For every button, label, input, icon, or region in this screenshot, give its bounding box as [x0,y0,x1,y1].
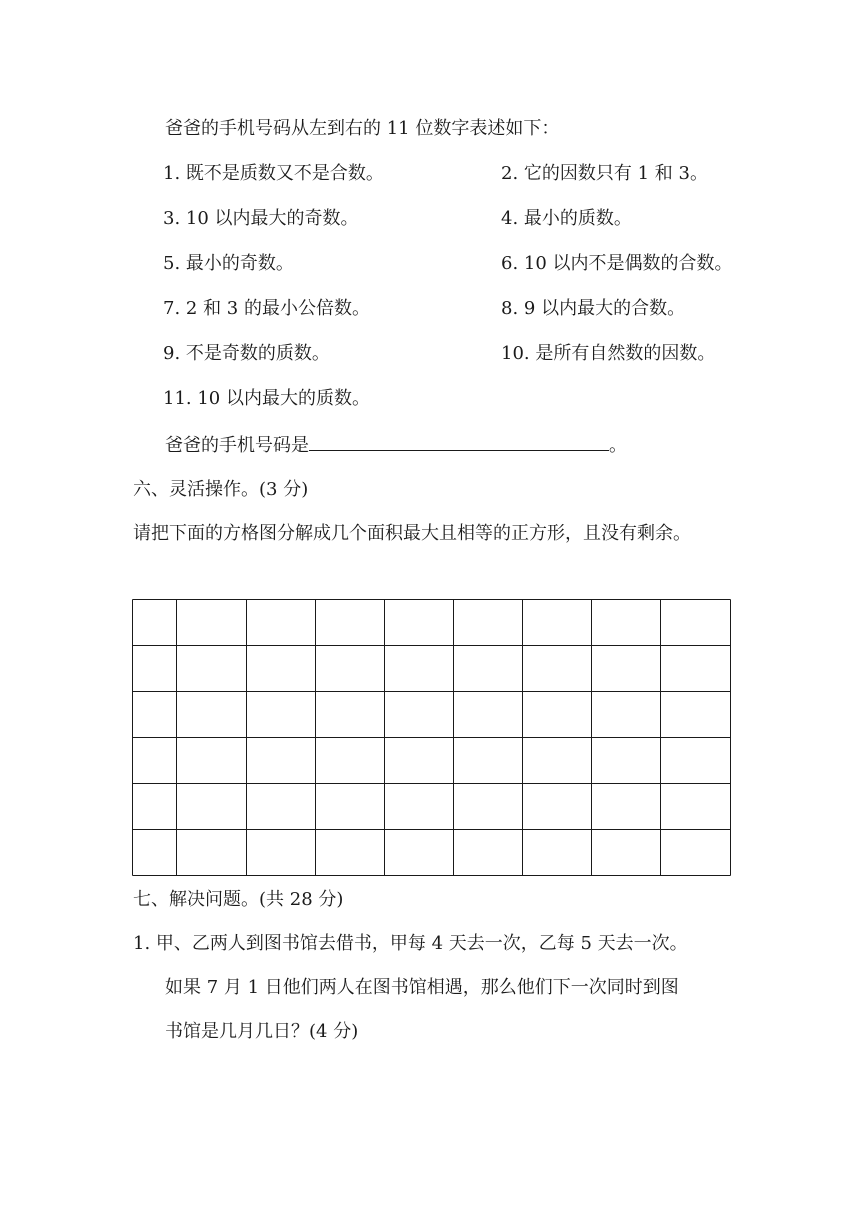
clue-2: 2. 它的因数只有 1 和 3。 [501,163,708,184]
answer-blank[interactable] [309,432,609,451]
section-7-heading: 七、解决问题。(共 28 分) [133,889,344,910]
phone-intro: 爸爸的手机号码从左到右的 11 位数字表述如下： [165,118,560,139]
clue-11: 11. 10 以内最大的质数。 [163,388,370,409]
clue-8: 8. 9 以内最大的合数。 [501,298,686,319]
question-1-line-3: 书馆是几月几日？(4 分) [165,1021,359,1042]
question-1-line-2: 如果 7 月 1 日他们两人在图书馆相遇，那么他们下一次同时到图 [165,977,679,998]
clue-10: 10. 是所有自然数的因数。 [501,343,716,364]
clue-7: 7. 2 和 3 的最小公倍数。 [163,298,370,319]
clue-1: 1. 既不是质数又不是合数。 [163,163,384,184]
clue-9: 9. 不是奇数的质数。 [163,343,330,364]
clue-3: 3. 10 以内最大的奇数。 [163,208,359,229]
question-1-line-1: 1. 甲、乙两人到图书馆去借书，甲每 4 天去一次，乙每 5 天去一次。 [133,933,688,954]
clue-4: 4. 最小的质数。 [501,208,632,229]
section-6-heading: 六、灵活操作。(3 分) [133,479,309,500]
clue-5: 5. 最小的奇数。 [163,253,294,274]
phone-answer-line [165,432,627,458]
clue-6: 6. 10 以内不是偶数的合数。 [501,253,733,274]
answer-suffix: 。 [609,435,627,456]
answer-prefix: 爸爸的手机号码是 [165,435,309,456]
section-6-instruction: 请把下面的方格图分解成几个面积最大且相等的正方形，且没有剩余。 [133,523,691,544]
square-grid [132,599,731,876]
